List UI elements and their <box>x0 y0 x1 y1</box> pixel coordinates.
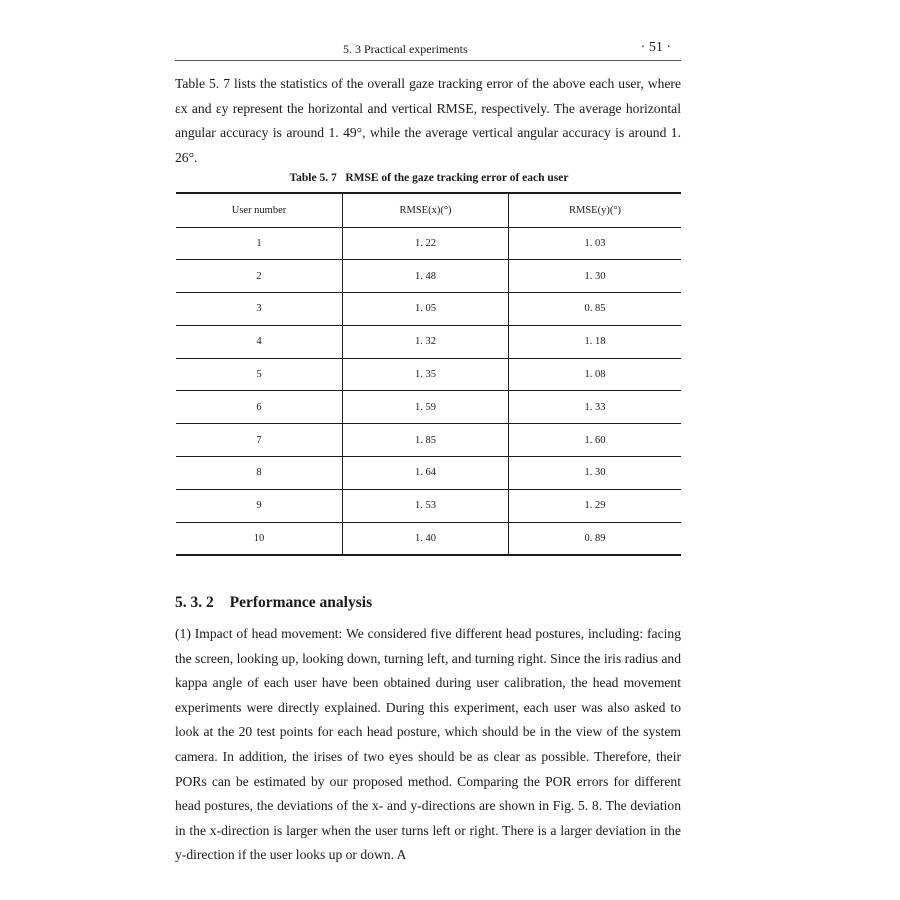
page-number: · 51 · <box>640 40 671 55</box>
user-number-cell: 5 <box>176 358 343 391</box>
table-header-row <box>176 193 681 227</box>
table-row <box>176 424 681 457</box>
table-row <box>176 358 681 391</box>
user-number-cell: 3 <box>176 293 343 326</box>
rmse-y-cell: 1. 29 <box>509 489 682 522</box>
table-row <box>176 227 681 260</box>
column-header-rmse-x: RMSE(x)(°) <box>343 193 509 227</box>
section-heading <box>175 594 372 612</box>
rmse-table <box>176 192 681 556</box>
running-title: 5. 3 Practical experiments <box>343 42 468 56</box>
rmse-x-cell: 1. 32 <box>343 325 509 358</box>
rmse-y-cell: 1. 33 <box>509 391 682 424</box>
rmse-y-cell: 0. 85 <box>509 293 682 326</box>
rmse-y-cell: 1. 30 <box>509 457 682 490</box>
table-caption-text: RMSE of the gaze tracking error of each user <box>345 172 569 184</box>
rmse-x-cell: 1. 35 <box>343 358 509 391</box>
running-header <box>175 42 681 61</box>
table-row <box>176 260 681 293</box>
table-row <box>176 325 681 358</box>
rmse-x-cell: 1. 40 <box>343 522 509 555</box>
user-number-cell: 9 <box>176 489 343 522</box>
user-number-cell: 4 <box>176 325 343 358</box>
user-number-cell: 1 <box>176 227 343 260</box>
table-row <box>176 522 681 555</box>
user-number-cell: 7 <box>176 424 343 457</box>
table-caption-label: Table 5. 7 <box>289 172 337 184</box>
rmse-x-cell: 1. 53 <box>343 489 509 522</box>
intro-paragraph: Table 5. 7 lists the statistics of the overall gaze tracking error of the above each user, where εx and εy represent the horizontal and vertical RMSE, respectively. The average horizontal angular accuracy is around 1. 49°, while the average vertical angular accuracy is around 1. 26°. <box>175 76 681 165</box>
user-number-cell: 2 <box>176 260 343 293</box>
table-row <box>176 489 681 522</box>
rmse-y-cell: 1. 60 <box>509 424 682 457</box>
rmse-x-cell: 1. 59 <box>343 391 509 424</box>
rmse-x-cell: 1. 64 <box>343 457 509 490</box>
rmse-y-cell: 1. 18 <box>509 325 682 358</box>
user-number-cell: 10 <box>176 522 343 555</box>
body-paragraph: (1) Impact of head movement: We considered five different head postures, including: facing the screen, looking up, looking down, turning left, and turning right. Since the iris radius and kappa angle of each user have been obtained during user calibration, the head movement experiments were directly explained. During this experiment, each user was also asked to look at the 20 test points for each head posture, which should be in the view of the system camera. In addition, the irises of two eyes should be as clear as possible. Therefore, their PORs can be estimated by our proposed method. Comparing the POR errors for different head postures, the deviations of the x- and y-directions are shown in Fig. 5. 8. The deviation in the x-direction is larger when the user turns left or right. There is a larger deviation in the y-direction if the user looks up or down. A <box>175 626 681 863</box>
table-row <box>176 391 681 424</box>
rmse-x-cell: 1. 85 <box>343 424 509 457</box>
user-number-cell: 8 <box>176 457 343 490</box>
section-title: Performance analysis <box>229 594 373 611</box>
table-row <box>176 293 681 326</box>
rmse-x-cell: 1. 05 <box>343 293 509 326</box>
rmse-y-cell: 1. 03 <box>509 227 682 260</box>
table-row <box>176 457 681 490</box>
column-header-user-number: User number <box>176 193 343 227</box>
table-caption <box>176 172 682 184</box>
rmse-y-cell: 1. 30 <box>509 260 682 293</box>
column-header-rmse-y: RMSE(y)(°) <box>509 193 682 227</box>
rmse-x-cell: 1. 22 <box>343 227 509 260</box>
user-number-cell: 6 <box>176 391 343 424</box>
section-number: 5. 3. 2 <box>175 594 214 611</box>
rmse-x-cell: 1. 48 <box>343 260 509 293</box>
rmse-y-cell: 1. 08 <box>509 358 682 391</box>
rmse-y-cell: 0. 89 <box>509 522 682 555</box>
